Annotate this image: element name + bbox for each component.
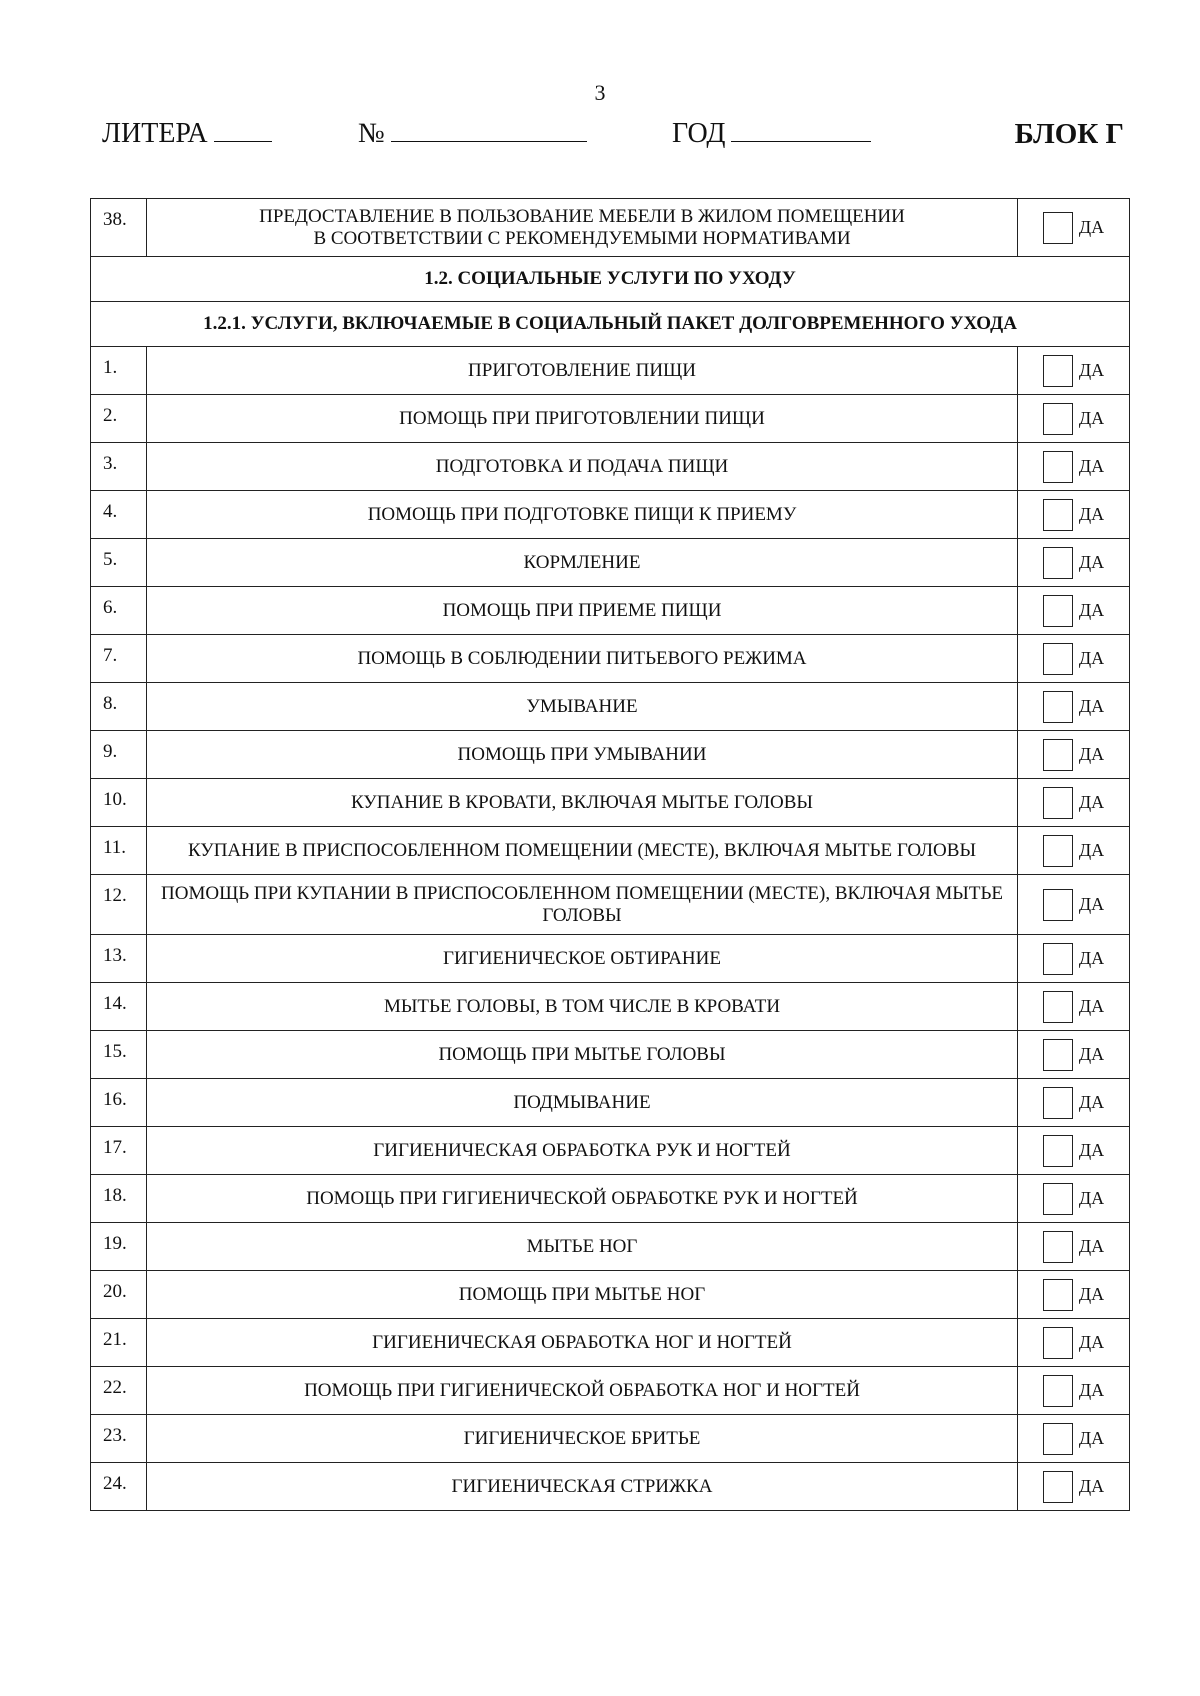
row-text bbox=[147, 199, 1018, 257]
yes-label: ДА bbox=[1078, 792, 1105, 812]
yes-checkbox[interactable] bbox=[1043, 1135, 1073, 1167]
row-number: 15. bbox=[91, 1031, 147, 1079]
yes-checkbox[interactable] bbox=[1043, 1423, 1073, 1455]
row-text: ПОМОЩЬ ПРИ УМЫВАНИИ bbox=[147, 731, 1018, 779]
table-row bbox=[91, 875, 1130, 935]
row-number: 4. bbox=[91, 491, 147, 539]
row-number: 23. bbox=[91, 1415, 147, 1463]
yes-checkbox[interactable] bbox=[1043, 1375, 1073, 1407]
yes-checkbox[interactable] bbox=[1043, 835, 1073, 867]
yes-label: ДА bbox=[1078, 504, 1105, 524]
row-text: КОРМЛЕНИЕ bbox=[147, 539, 1018, 587]
row-text: ПОМОЩЬ ПРИ ГИГИЕНИЧЕСКОЙ ОБРАБОТКЕ РУК И НОГТЕЙ bbox=[147, 1175, 1018, 1223]
row-number: 22. bbox=[91, 1367, 147, 1415]
row-number: 1. bbox=[91, 347, 147, 395]
row-text: ПОМОЩЬ ПРИ ПРИГОТОВЛЕНИИ ПИЩИ bbox=[147, 395, 1018, 443]
year-field bbox=[672, 118, 871, 150]
table-row bbox=[91, 779, 1130, 827]
table-row bbox=[91, 1463, 1130, 1511]
year-label: ГОД bbox=[672, 118, 726, 149]
row-number: 16. bbox=[91, 1079, 147, 1127]
checkbox-cell bbox=[1018, 587, 1130, 635]
yes-label: ДА bbox=[1078, 1236, 1105, 1256]
number-input[interactable] bbox=[391, 119, 587, 142]
table-row bbox=[91, 395, 1130, 443]
table-row bbox=[91, 1127, 1130, 1175]
yes-label: ДА bbox=[1078, 217, 1105, 237]
row-text: ГИГИЕНИЧЕСКАЯ ОБРАБОТКА РУК И НОГТЕЙ bbox=[147, 1127, 1018, 1175]
row-text: ПОМОЩЬ ПРИ МЫТЬЕ НОГ bbox=[147, 1271, 1018, 1319]
row-number: 10. bbox=[91, 779, 147, 827]
yes-label: ДА bbox=[1078, 1044, 1105, 1064]
checkbox-cell bbox=[1018, 443, 1130, 491]
yes-checkbox[interactable] bbox=[1043, 1087, 1073, 1119]
yes-label: ДА bbox=[1078, 1428, 1105, 1448]
year-input[interactable] bbox=[731, 119, 871, 142]
checkbox-cell bbox=[1018, 395, 1130, 443]
form-header bbox=[102, 118, 1124, 158]
row-text: ПОМОЩЬ ПРИ КУПАНИИ В ПРИСПОСОБЛЕННОМ ПОМЕЩЕНИИ (МЕСТЕ), ВКЛЮЧАЯ МЫТЬЕ ГОЛОВЫ bbox=[147, 875, 1018, 935]
row-text: ГИГИЕНИЧЕСКАЯ ОБРАБОТКА НОГ И НОГТЕЙ bbox=[147, 1319, 1018, 1367]
checkbox-cell bbox=[1018, 491, 1130, 539]
section-row bbox=[91, 257, 1130, 302]
checkbox-cell bbox=[1018, 539, 1130, 587]
yes-checkbox[interactable] bbox=[1043, 889, 1073, 921]
yes-checkbox[interactable] bbox=[1043, 355, 1073, 387]
row-number: 18. bbox=[91, 1175, 147, 1223]
row-number: 5. bbox=[91, 539, 147, 587]
checkbox-cell bbox=[1018, 1079, 1130, 1127]
row-text: ПОМОЩЬ ПРИ МЫТЬЕ ГОЛОВЫ bbox=[147, 1031, 1018, 1079]
row-text: ПОМОЩЬ ПРИ ГИГИЕНИЧЕСКОЙ ОБРАБОТКА НОГ И НОГТЕЙ bbox=[147, 1367, 1018, 1415]
checkbox-cell bbox=[1018, 1031, 1130, 1079]
checkbox-cell bbox=[1018, 1223, 1130, 1271]
yes-checkbox[interactable] bbox=[1043, 595, 1073, 627]
yes-label: ДА bbox=[1078, 408, 1105, 428]
yes-label: ДА bbox=[1078, 1092, 1105, 1112]
number-field bbox=[358, 118, 587, 150]
checkbox-cell bbox=[1018, 1463, 1130, 1511]
row-number: 21. bbox=[91, 1319, 147, 1367]
yes-label: ДА bbox=[1078, 456, 1105, 476]
row-text-line: В СООТВЕТСТВИИ С РЕКОМЕНДУЕМЫМИ НОРМАТИВАМИ bbox=[313, 227, 851, 249]
yes-label: ДА bbox=[1078, 600, 1105, 620]
litera-input[interactable] bbox=[214, 119, 272, 142]
yes-label: ДА bbox=[1078, 1188, 1105, 1208]
table-row bbox=[91, 1271, 1130, 1319]
checkbox-cell bbox=[1018, 347, 1130, 395]
row-text: ПОДМЫВАНИЕ bbox=[147, 1079, 1018, 1127]
yes-label: ДА bbox=[1078, 1476, 1105, 1496]
yes-checkbox[interactable] bbox=[1043, 787, 1073, 819]
yes-label: ДА bbox=[1078, 996, 1105, 1016]
row-text-line: ПРЕДОСТАВЛЕНИЕ В ПОЛЬЗОВАНИЕ МЕБЕЛИ В ЖИЛОМ ПОМЕЩЕНИИ bbox=[259, 205, 905, 227]
checkbox-cell bbox=[1018, 635, 1130, 683]
yes-checkbox[interactable] bbox=[1043, 451, 1073, 483]
row-number: 38. bbox=[91, 199, 147, 257]
row-text: ГИГИЕНИЧЕСКОЕ ОБТИРАНИЕ bbox=[147, 935, 1018, 983]
row-text: ПОМОЩЬ ПРИ ПРИЕМЕ ПИЩИ bbox=[147, 587, 1018, 635]
table-row bbox=[91, 1031, 1130, 1079]
yes-label: ДА bbox=[1078, 360, 1105, 380]
row-text: КУПАНИЕ В КРОВАТИ, ВКЛЮЧАЯ МЫТЬЕ ГОЛОВЫ bbox=[147, 779, 1018, 827]
table-row bbox=[91, 983, 1130, 1031]
yes-label: ДА bbox=[1078, 948, 1105, 968]
table-row bbox=[91, 1415, 1130, 1463]
row-number: 24. bbox=[91, 1463, 147, 1511]
checkbox-cell bbox=[1018, 875, 1130, 935]
checkbox-cell bbox=[1018, 199, 1130, 257]
row-text: ПОМОЩЬ ПРИ ПОДГОТОВКЕ ПИЩИ К ПРИЕМУ bbox=[147, 491, 1018, 539]
row-number: 9. bbox=[91, 731, 147, 779]
subsection-row bbox=[91, 302, 1130, 347]
yes-label: ДА bbox=[1078, 894, 1105, 914]
yes-label: ДА bbox=[1078, 552, 1105, 572]
yes-checkbox[interactable] bbox=[1043, 1231, 1073, 1263]
row-number: 12. bbox=[91, 875, 147, 935]
number-label: № bbox=[358, 118, 385, 149]
checkbox-cell bbox=[1018, 1367, 1130, 1415]
table-row bbox=[91, 827, 1130, 875]
yes-checkbox[interactable] bbox=[1043, 403, 1073, 435]
row-number: 13. bbox=[91, 935, 147, 983]
yes-label: ДА bbox=[1078, 744, 1105, 764]
row-number: 6. bbox=[91, 587, 147, 635]
table-row bbox=[91, 1367, 1130, 1415]
yes-checkbox[interactable] bbox=[1043, 991, 1073, 1023]
yes-checkbox[interactable] bbox=[1043, 739, 1073, 771]
checkbox-cell bbox=[1018, 827, 1130, 875]
row-number: 8. bbox=[91, 683, 147, 731]
row-number: 20. bbox=[91, 1271, 147, 1319]
yes-label: ДА bbox=[1078, 648, 1105, 668]
yes-label: ДА bbox=[1078, 1284, 1105, 1304]
yes-checkbox[interactable] bbox=[1043, 499, 1073, 531]
checkbox-cell bbox=[1018, 1175, 1130, 1223]
page-number: 3 bbox=[594, 80, 606, 105]
table-row bbox=[91, 1319, 1130, 1367]
row-number: 7. bbox=[91, 635, 147, 683]
table-row bbox=[91, 587, 1130, 635]
checkbox-cell bbox=[1018, 1271, 1130, 1319]
table-row bbox=[91, 1223, 1130, 1271]
checkbox-cell bbox=[1018, 983, 1130, 1031]
subsection-title: 1.2.1. УСЛУГИ, ВКЛЮЧАЕМЫЕ В СОЦИАЛЬНЫЙ ПАКЕТ ДОЛГОВРЕМЕННОГО УХОДА bbox=[91, 302, 1130, 347]
table-row bbox=[91, 1175, 1130, 1223]
row-text: ГИГИЕНИЧЕСКОЕ БРИТЬЕ bbox=[147, 1415, 1018, 1463]
table-row bbox=[91, 731, 1130, 779]
yes-checkbox[interactable] bbox=[1043, 1327, 1073, 1359]
checkbox-cell bbox=[1018, 731, 1130, 779]
row-text: МЫТЬЕ ГОЛОВЫ, В ТОМ ЧИСЛЕ В КРОВАТИ bbox=[147, 983, 1018, 1031]
checkbox-cell bbox=[1018, 935, 1130, 983]
yes-checkbox[interactable] bbox=[1043, 1183, 1073, 1215]
checkbox-cell bbox=[1018, 1319, 1130, 1367]
table-row bbox=[91, 683, 1130, 731]
row-number: 3. bbox=[91, 443, 147, 491]
table-row bbox=[91, 347, 1130, 395]
row-text: ПОДГОТОВКА И ПОДАЧА ПИЩИ bbox=[147, 443, 1018, 491]
yes-label: ДА bbox=[1078, 1332, 1105, 1352]
services-table bbox=[90, 198, 1130, 1511]
table-row bbox=[91, 491, 1130, 539]
row-text: УМЫВАНИЕ bbox=[147, 683, 1018, 731]
table-row bbox=[91, 935, 1130, 983]
yes-checkbox[interactable] bbox=[1043, 1279, 1073, 1311]
yes-checkbox[interactable] bbox=[1043, 212, 1073, 244]
block-label: БЛОК Г bbox=[1014, 118, 1124, 150]
checkbox-cell bbox=[1018, 683, 1130, 731]
yes-label: ДА bbox=[1078, 696, 1105, 716]
yes-label: ДА bbox=[1078, 840, 1105, 860]
section-title: 1.2. СОЦИАЛЬНЫЕ УСЛУГИ ПО УХОДУ bbox=[91, 257, 1130, 302]
table-row bbox=[91, 1079, 1130, 1127]
checkbox-cell bbox=[1018, 1127, 1130, 1175]
row-text: ПОМОЩЬ В СОБЛЮДЕНИИ ПИТЬЕВОГО РЕЖИМА bbox=[147, 635, 1018, 683]
table-row bbox=[91, 443, 1130, 491]
checkbox-cell bbox=[1018, 779, 1130, 827]
checkbox-cell bbox=[1018, 1415, 1130, 1463]
yes-checkbox[interactable] bbox=[1043, 691, 1073, 723]
yes-checkbox[interactable] bbox=[1043, 1471, 1073, 1503]
row-number: 17. bbox=[91, 1127, 147, 1175]
row-number: 14. bbox=[91, 983, 147, 1031]
table-row bbox=[91, 635, 1130, 683]
row-number: 11. bbox=[91, 827, 147, 875]
yes-checkbox[interactable] bbox=[1043, 547, 1073, 579]
row-number: 2. bbox=[91, 395, 147, 443]
table-row bbox=[91, 539, 1130, 587]
yes-checkbox[interactable] bbox=[1043, 943, 1073, 975]
row-text: ПРИГОТОВЛЕНИЕ ПИЩИ bbox=[147, 347, 1018, 395]
yes-label: ДА bbox=[1078, 1380, 1105, 1400]
litera-field bbox=[102, 118, 272, 150]
row-text: МЫТЬЕ НОГ bbox=[147, 1223, 1018, 1271]
row-number: 19. bbox=[91, 1223, 147, 1271]
row-text: ГИГИЕНИЧЕСКАЯ СТРИЖКА bbox=[147, 1463, 1018, 1511]
yes-checkbox[interactable] bbox=[1043, 1039, 1073, 1071]
table-row bbox=[91, 199, 1130, 257]
litera-label: ЛИТЕРА bbox=[102, 118, 208, 149]
yes-checkbox[interactable] bbox=[1043, 643, 1073, 675]
yes-label: ДА bbox=[1078, 1140, 1105, 1160]
row-text: КУПАНИЕ В ПРИСПОСОБЛЕННОМ ПОМЕЩЕНИИ (МЕСТЕ), ВКЛЮЧАЯ МЫТЬЕ ГОЛОВЫ bbox=[147, 827, 1018, 875]
